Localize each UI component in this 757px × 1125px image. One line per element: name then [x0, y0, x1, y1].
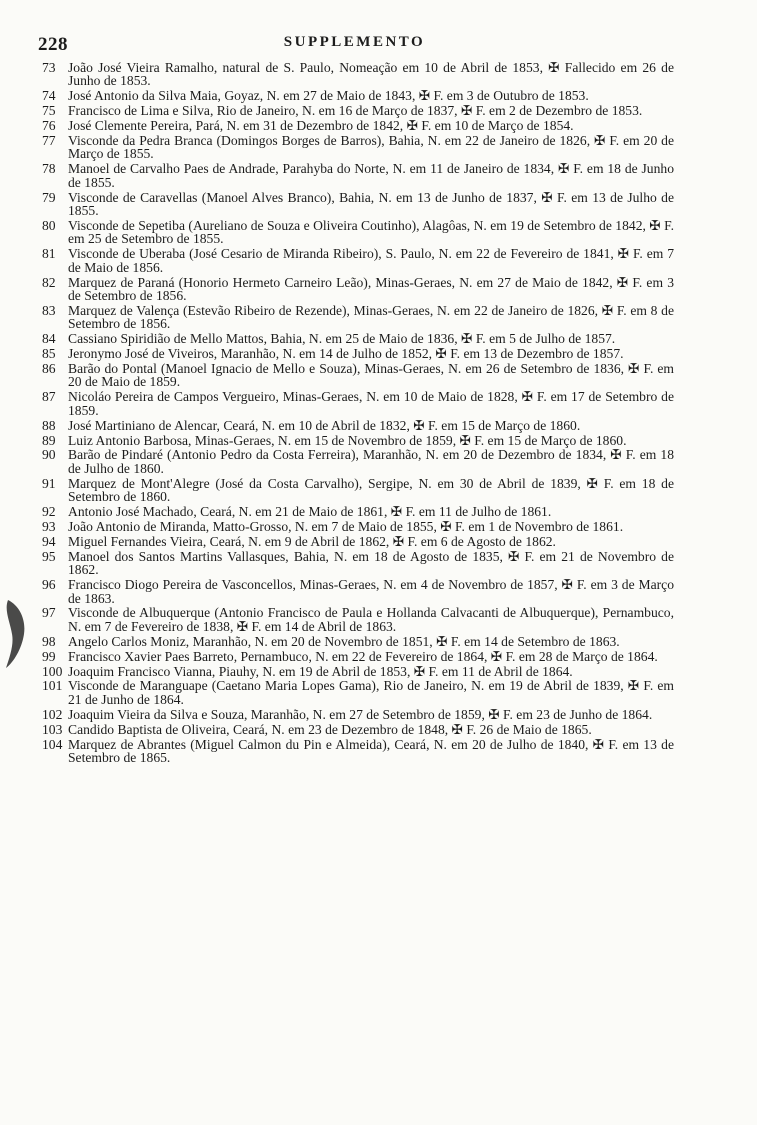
entry-number: 86 — [42, 361, 56, 377]
list-item — [42, 606, 674, 633]
entry-text: José Antonio da Silva Maia, Goyaz, N. em 27 de Maio de 1843, ✠ F. em 3 de Outubro de 1853. — [68, 88, 589, 104]
list-item — [42, 738, 674, 765]
entry-number: 96 — [42, 577, 56, 593]
entry-number: 80 — [42, 217, 56, 233]
entry-number: 83 — [42, 302, 56, 318]
entry-text: José Clemente Pereira, Pará, N. em 31 de Dezembro de 1842, ✠ F. em 10 de Março de 1854. — [68, 118, 574, 134]
list-item — [42, 219, 674, 246]
entry-text: Marquez de Paraná (Honorio Hermeto Carneiro Leão), Minas-Geraes, N. em 27 de Maio de 1842, ✠ F. em 3 de Setembro de 1856. — [68, 274, 674, 303]
entry-number: 79 — [42, 189, 56, 205]
entry-number: 94 — [42, 533, 56, 549]
list-item — [42, 550, 674, 577]
list-item — [42, 89, 674, 102]
entry-number: 90 — [42, 447, 56, 463]
list-item — [42, 347, 674, 360]
page-header — [38, 34, 671, 56]
list-item — [42, 191, 674, 218]
entry-number: 77 — [42, 133, 56, 149]
list-item — [42, 134, 674, 161]
entry-text: Candido Baptista de Oliveira, Ceará, N. em 23 de Dezembro de 1848, ✠ F. 26 de Maio de 1865. — [68, 721, 592, 737]
list-item — [42, 61, 674, 88]
list-item — [42, 679, 674, 706]
entry-number: 84 — [42, 331, 56, 347]
entry-text: José Martiniano de Alencar, Ceará, N. em 10 de Abril de 1832, ✠ F. em 15 de Março de 1860. — [68, 417, 581, 433]
list-item — [42, 162, 674, 189]
page-number: 228 — [38, 34, 68, 55]
list-item — [42, 505, 674, 518]
entry-number: 100 — [42, 663, 63, 679]
entry-text: Visconde de Uberaba (José Cesario de Miranda Ribeiro), S. Paulo, N. em 22 de Fevereiro de 1841, ✠ F. em 7 de Maio de 1856. — [68, 246, 674, 275]
entry-number: 91 — [42, 475, 56, 491]
list-item — [42, 390, 674, 417]
entry-text: Visconde de Maranguape (Caetano Maria Lopes Gama), Rio de Janeiro, N. em 19 de Abril de 1839, ✠ F. em 21 de Junho de 1864. — [68, 678, 674, 707]
entry-text: Francisco de Lima e Silva, Rio de Janeiro, N. em 16 de Março de 1837, ✠ F. em 2 de Dezembro de 1853. — [68, 103, 643, 119]
entry-text: Angelo Carlos Moniz, Maranhão, N. em 20 de Novembro de 1851, ✠ F. em 14 de Setembro de 1863. — [68, 633, 620, 649]
entry-text: Visconde de Sepetiba (Aureliano de Souza e Oliveira Coutinho), Alagôas, N. em 19 de Setembro de 1842, ✠ F. em 25 de Setembro de 1855. — [68, 217, 674, 247]
entry-number: 101 — [42, 678, 63, 694]
list-item — [42, 419, 674, 432]
entry-number: 78 — [42, 161, 56, 177]
entry-number: 81 — [42, 246, 56, 262]
entry-text: Francisco Diogo Pereira de Vasconcellos, Minas-Geraes, N. em 4 de Novembro de 1857, ✠ F. em 3 de Março de 1863. — [68, 577, 674, 606]
entry-text: Jeronymo José de Viveiros, Maranhão, N. em 14 de Julho de 1852, ✠ F. em 13 de Dezembro de 1857. — [68, 346, 624, 362]
list-item — [42, 119, 674, 132]
entry-text: Barão do Pontal (Manoel Ignacio de Mello e Souza), Minas-Geraes, N. em 26 de Setembro de 1836, ✠ F. em 20 de Maio de 1859. — [68, 361, 674, 390]
entry-text: Nicoláo Pereira de Campos Vergueiro, Minas-Geraes, N. em 10 de Maio de 1828, ✠ F. em 17 de Setembro de 1859. — [68, 389, 674, 418]
list-item — [42, 247, 674, 274]
entry-text: Manoel dos Santos Martins Vallasques, Bahia, N. em 18 de Agosto de 1835, ✠ F. em 21 de Novembro de 1862. — [68, 548, 674, 578]
entry-number: 93 — [42, 519, 56, 534]
entry-number: 87 — [42, 389, 56, 405]
list-item — [42, 635, 674, 648]
entry-number: 73 — [42, 60, 56, 75]
entry-text: Visconde de Caravellas (Manoel Alves Branco), Bahia, N. em 13 de Junho de 1837, ✠ F. em 13 de Julho de 1855. — [68, 189, 674, 219]
entry-number: 98 — [42, 633, 56, 649]
list-item — [42, 578, 674, 605]
list-item — [42, 650, 674, 663]
entry-text: Miguel Fernandes Vieira, Ceará, N. em 9 de Abril de 1862, ✠ F. em 6 de Agosto de 1862. — [68, 533, 556, 549]
entry-text: João José Vieira Ramalho, natural de S. Paulo, Nomeação em 10 de Abril de 1853, ✠ Fallecido em 26 de Junho de 1853. — [68, 60, 674, 89]
entry-text: Joaquim Francisco Vianna, Piauhy, N. em 19 de Abril de 1853, ✠ F. em 11 de Abril de 1864. — [68, 663, 573, 679]
entry-text: Marquez de Abrantes (Miguel Calmon du Pin e Almeida), Ceará, N. em 20 de Julho de 1840, ✠ F. em 13 de Setembro de 1865. — [68, 736, 674, 765]
entry-text: Manoel de Carvalho Paes de Andrade, Parahyba do Norte, N. em 11 de Janeiro de 1834, ✠ F. em 18 de Junho de 1855. — [68, 161, 674, 190]
entry-number: 102 — [42, 706, 63, 722]
entry-text: Francisco Xavier Paes Barreto, Pernambuco, N. em 22 de Fevereiro de 1864, ✠ F. em 28 de Março de 1864. — [68, 648, 658, 664]
entry-text: Visconde de Albuquerque (Antonio Francisco de Paula e Hollanda Calvacanti de Albuquerque), Pernambuco, N. em 7 de Fevereiro de 1838, ✠ F. em 14 de Abril de 1863. — [68, 605, 674, 634]
entry-number: 89 — [42, 432, 56, 448]
list-item — [42, 448, 674, 475]
list-item — [42, 520, 674, 533]
list-item — [42, 362, 674, 389]
list-item — [42, 276, 674, 303]
list-item — [42, 104, 674, 117]
entry-number: 99 — [42, 648, 56, 664]
entry-text: Marquez de Valença (Estevão Ribeiro de Rezende), Minas-Geraes, N. em 22 de Janeiro de 1826, ✠ F. em 8 de Setembro de 1856. — [68, 302, 674, 332]
entry-number: 75 — [42, 103, 56, 119]
entry-number: 97 — [42, 605, 56, 621]
page-stain-mark — [2, 596, 28, 672]
entry-number: 82 — [42, 274, 56, 290]
list-item — [42, 723, 674, 736]
entry-text: Barão de Pindaré (Antonio Pedro da Costa Ferreira), Maranhão, N. em 20 de Dezembro de 1834, ✠ F. em 18 de Julho de 1860. — [68, 447, 674, 476]
entry-text: Joaquim Vieira da Silva e Souza, Maranhão, N. em 27 de Setembro de 1859, ✠ F. em 23 de Junho de 1864. — [68, 706, 653, 722]
entry-number: 104 — [42, 736, 63, 752]
entry-number: 95 — [42, 548, 56, 564]
entry-text: Antonio José Machado, Ceará, N. em 21 de Maio de 1861, ✠ F. em 11 de Julho de 1861. — [68, 504, 552, 520]
entry-text: Marquez de Mont'Alegre (José da Costa Carvalho), Sergipe, N. em 30 de Abril de 1839, ✠ F. em 18 de Setembro de 1860. — [68, 475, 674, 505]
entry-text: João Antonio de Miranda, Matto-Grosso, N. em 7 de Maio de 1855, ✠ F. em 1 de Novembro de 1861. — [68, 519, 624, 534]
entry-number: 85 — [42, 346, 56, 362]
list-item — [42, 665, 674, 678]
entry-number: 103 — [42, 721, 63, 737]
entry-list — [42, 61, 674, 766]
list-item — [42, 304, 674, 331]
list-item — [42, 332, 674, 345]
entry-text: Cassiano Spiridião de Mello Mattos, Bahia, N. em 25 de Maio de 1836, ✠ F. em 5 de Julho de 1857. — [68, 331, 616, 347]
entry-number: 88 — [42, 417, 56, 433]
list-item — [42, 535, 674, 548]
entry-number: 92 — [42, 504, 56, 520]
running-title: SUPPLEMENTO — [283, 34, 426, 50]
entry-text: Luiz Antonio Barbosa, Minas-Geraes, N. em 15 de Novembro de 1859, ✠ F. em 15 de Março de 1860. — [68, 432, 627, 448]
entry-text: Visconde da Pedra Branca (Domingos Borges de Barros), Bahia, N. em 22 de Janeiro de 1826, ✠ F. em 20 de Março de 1855. — [68, 133, 674, 162]
list-item — [42, 708, 674, 721]
list-item — [42, 434, 674, 447]
entry-number: 76 — [42, 118, 56, 134]
entry-number: 74 — [42, 88, 56, 104]
list-item — [42, 477, 674, 504]
